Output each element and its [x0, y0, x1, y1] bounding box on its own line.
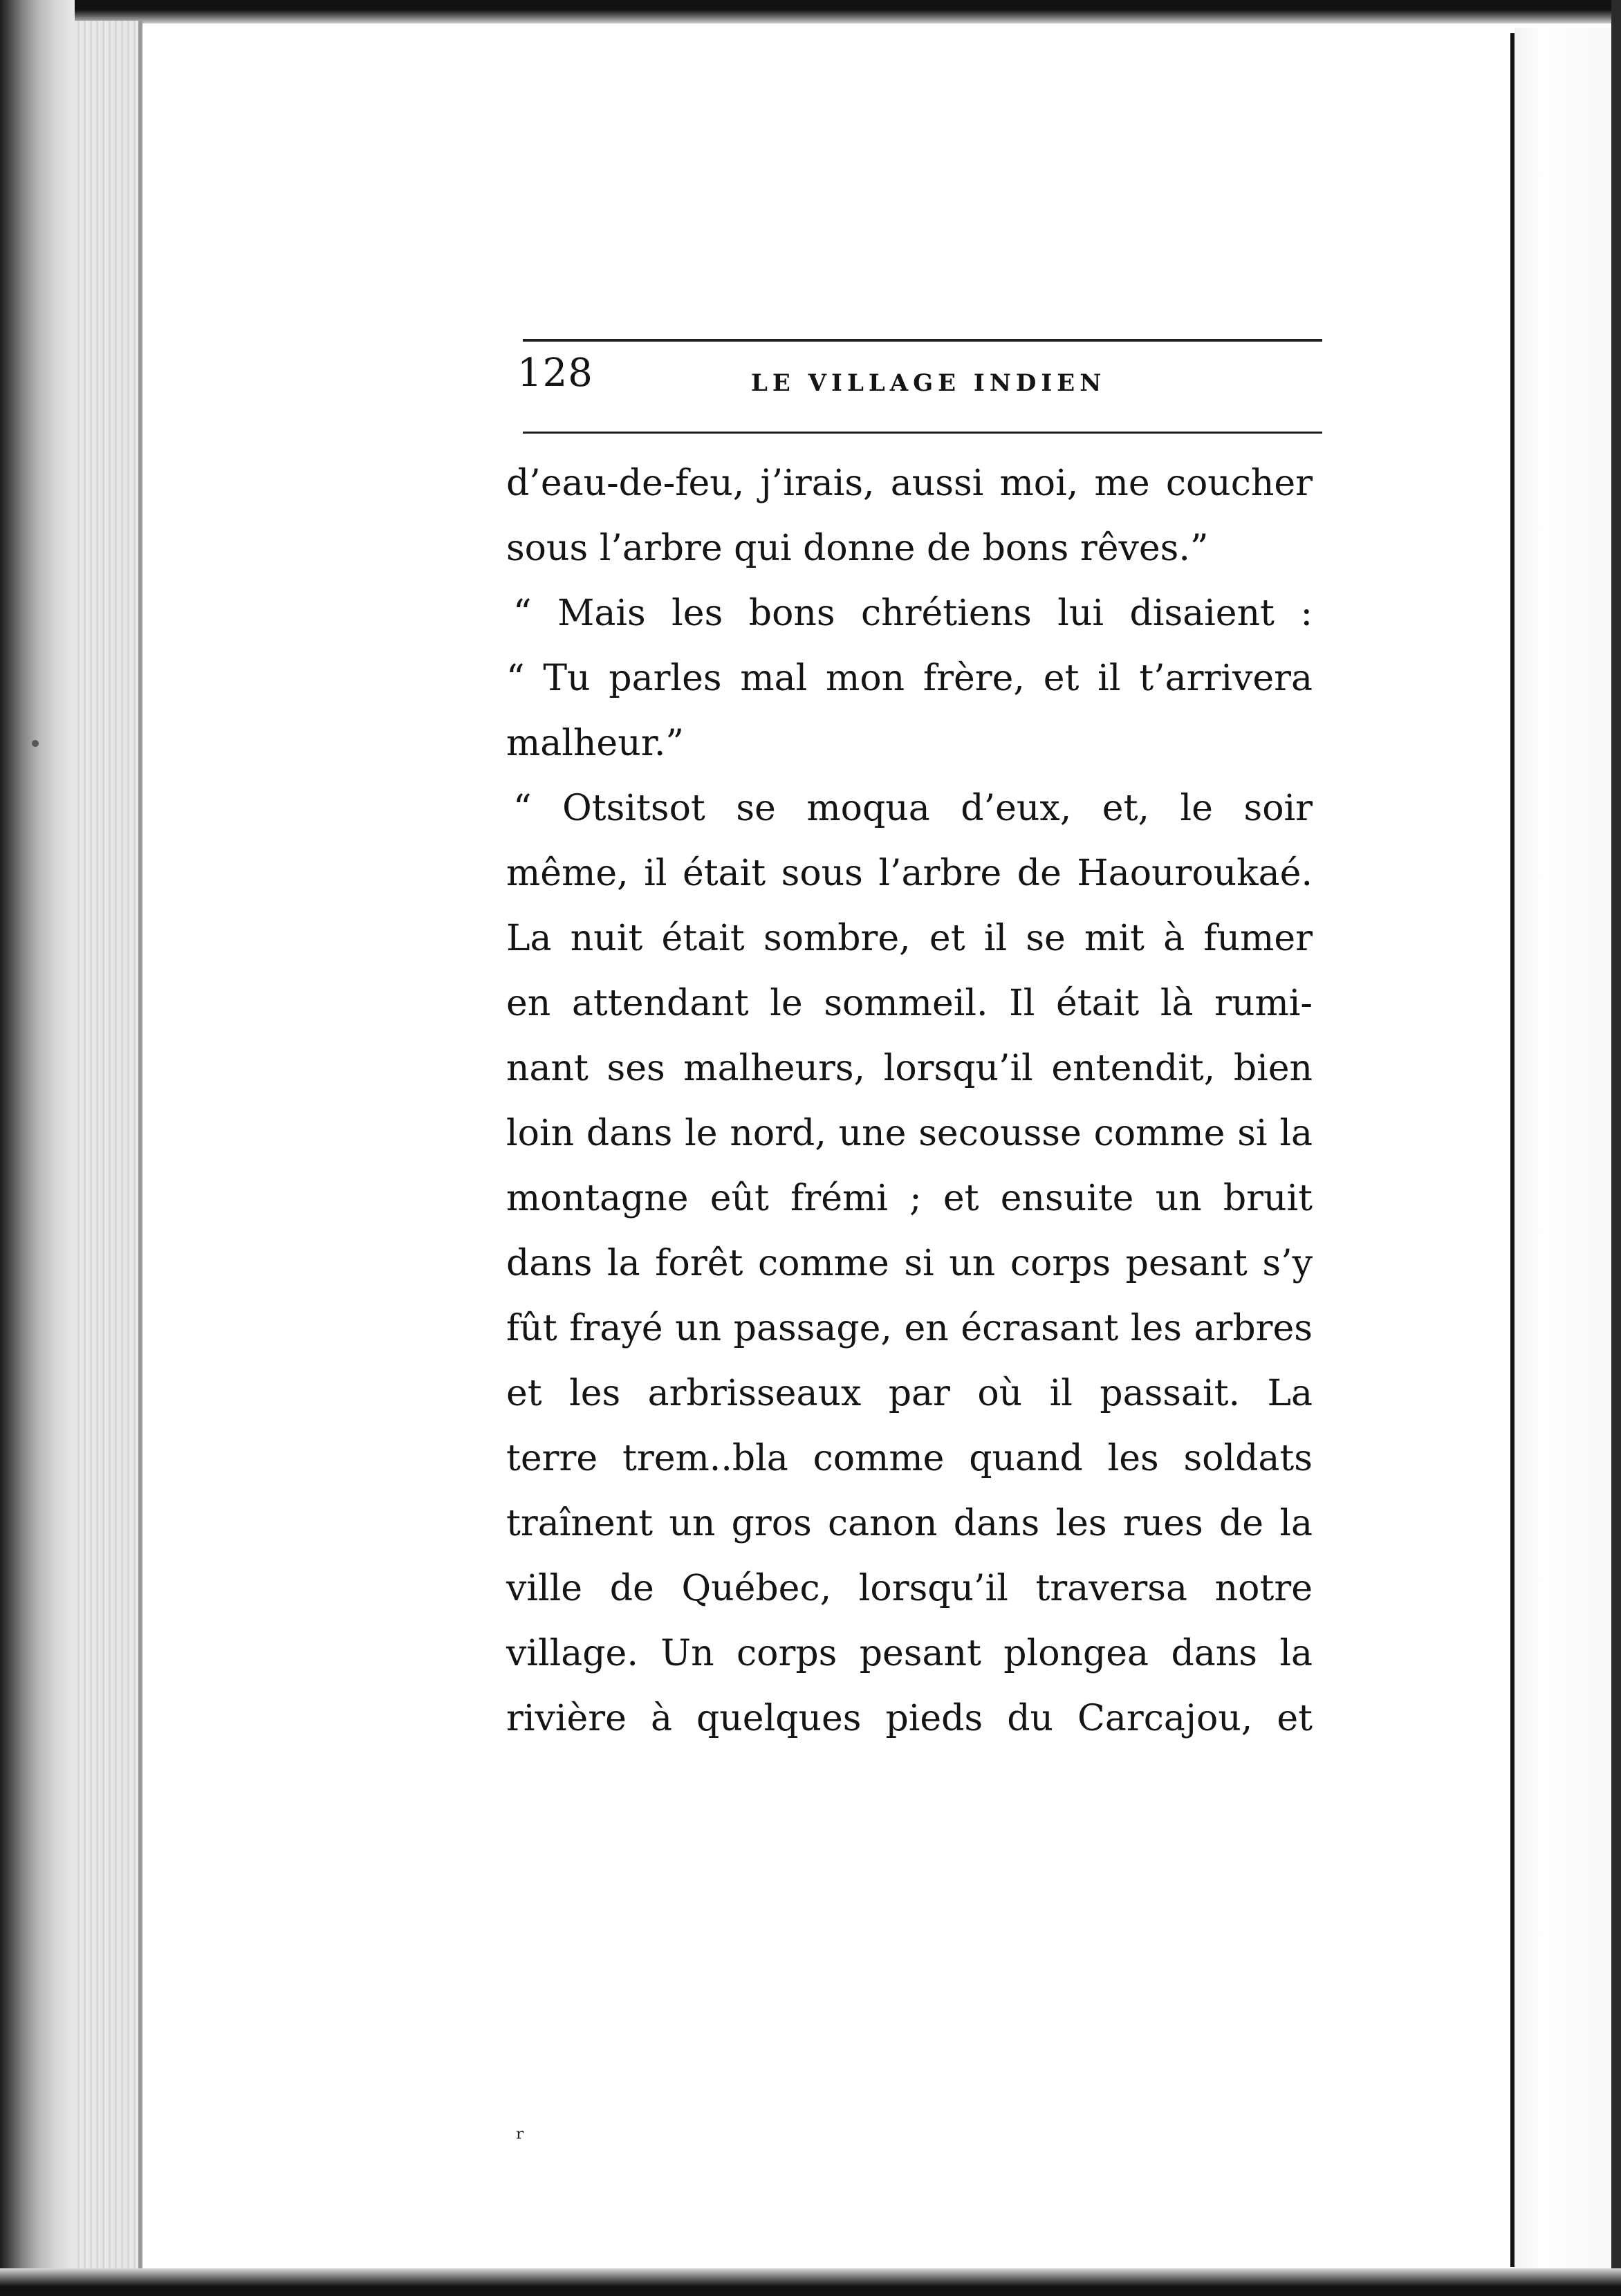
text-line: d’eau-de-feu, j’irais, aussi moi, me coucher [506, 463, 1313, 504]
stray-ink-mark: ʳ [516, 2123, 526, 2154]
text-line: rivière à quelques pieds du Carcajou, et [506, 1698, 1313, 1739]
text-line: ville de Québec, lorsqu’il traversa notre [506, 1568, 1313, 1609]
book-edge-left [0, 0, 75, 2296]
text-line: sous l’arbre qui donne de bons rêves.” [506, 528, 1209, 569]
text-line: traînent un gros canon dans les rues de la [506, 1503, 1313, 1544]
text-line: La nuit était sombre, et il se mit à fumer [506, 918, 1313, 959]
page-edge-line-left [138, 21, 142, 2270]
text-line: fût frayé un passage, en écrasant les arbres [506, 1308, 1313, 1349]
page-edge-line-right [1510, 33, 1515, 2267]
facing-page-strip [1515, 28, 1621, 2268]
scan-speck [32, 740, 39, 747]
text-line: “ Mais les bons chrétiens lui disaient : [513, 593, 1313, 634]
scan-border-top [0, 0, 1621, 24]
text-line: en attendant le sommeil. Il était là rumi- [506, 983, 1313, 1024]
running-title: LE VILLAGE INDIEN [751, 369, 1106, 397]
text-line: terre trem..bla comme quand les soldats [506, 1438, 1313, 1479]
header-rule-bottom [523, 432, 1322, 434]
scan-border-bottom [0, 2268, 1621, 2296]
body-text [506, 451, 1313, 1751]
text-line: loin dans le nord, une secousse comme si la [506, 1113, 1313, 1154]
text-line: montagne eût frémi ; et ensuite un bruit [506, 1178, 1313, 1219]
header-rule-top [523, 339, 1322, 342]
text-line: même, il était sous l’arbre de Haouroukaé. [506, 853, 1313, 894]
text-line: et les arbrisseaux par où il passait. La [506, 1373, 1313, 1414]
text-line: “ Otsitsot se moqua d’eux, et, le soir [513, 788, 1313, 829]
text-line: dans la forêt comme si un corps pesant s’y [506, 1243, 1313, 1284]
page-number: 128 [517, 351, 593, 396]
page-stack-left [75, 21, 140, 2270]
text-line: “ Tu parles mal mon frère, et il t’arrivera [506, 658, 1313, 699]
scan-border-right [1611, 0, 1621, 2296]
text-line: malheur.” [506, 723, 684, 764]
text-line: nant ses malheurs, lorsqu’il entendit, bien [506, 1048, 1313, 1089]
text-line: village. Un corps pesant plongea dans la [506, 1633, 1313, 1674]
